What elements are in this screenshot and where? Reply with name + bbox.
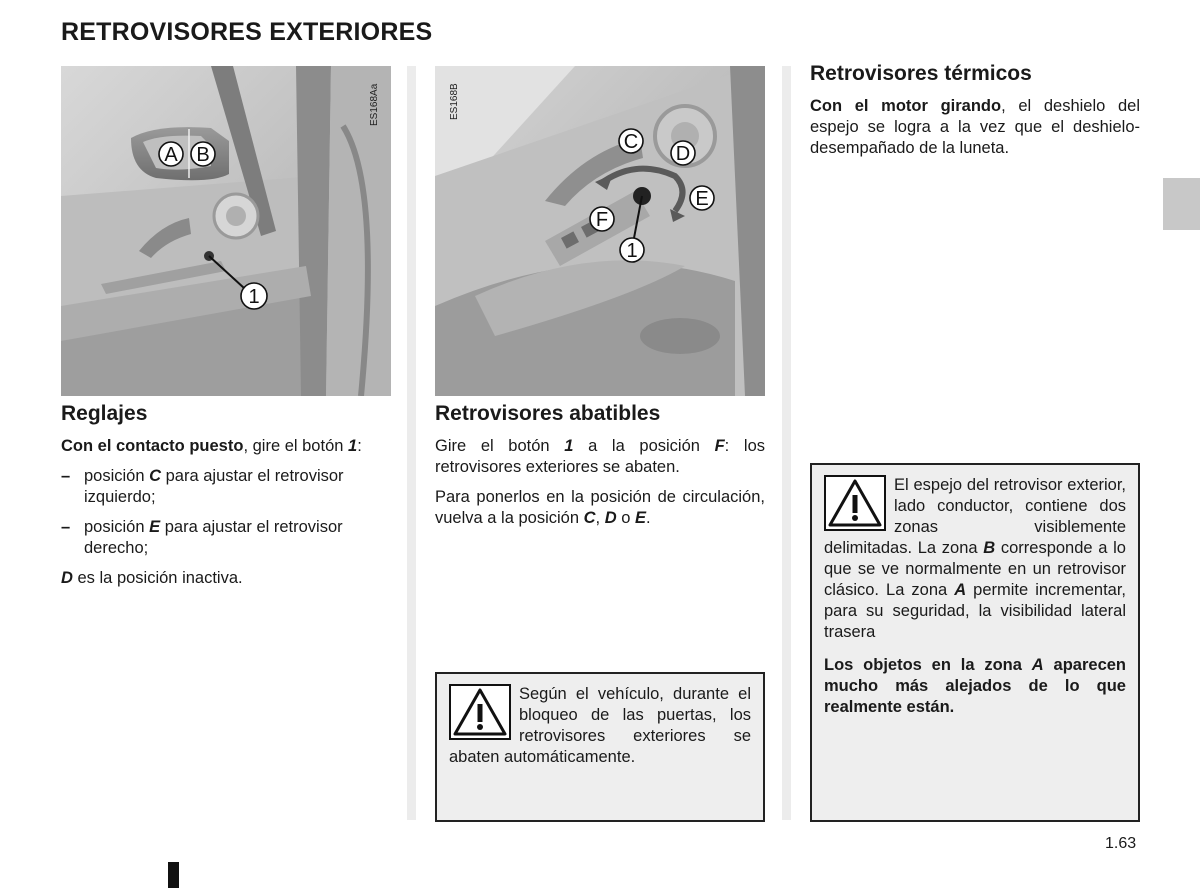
svg-text:F: F bbox=[595, 209, 609, 231]
page-number: 1.63 bbox=[1105, 835, 1137, 852]
warning-text: Según el vehículo, durante el bloqueo de las puertas, los retrovisores exteriores se abaten automáticamente. bbox=[449, 685, 751, 766]
callout-1 bbox=[620, 238, 644, 262]
column-divider-left bbox=[407, 66, 416, 820]
svg-text:1: 1 bbox=[248, 286, 260, 308]
edge-mark bbox=[168, 862, 179, 888]
reglajes-intro: Con el contacto puesto, gire el botón 1: bbox=[61, 437, 362, 455]
figure-mirror-switch bbox=[435, 66, 765, 396]
column-divider-right bbox=[782, 66, 791, 820]
svg-text:E: E bbox=[695, 188, 709, 210]
heading-reglajes: Reglajes bbox=[61, 402, 148, 425]
callout-f bbox=[590, 207, 614, 231]
reglajes-body bbox=[61, 436, 391, 598]
warning-bold-text: Los objetos en la zona A aparecen mucho más alejados de lo que realmente están. bbox=[824, 656, 1126, 716]
callout-b bbox=[191, 142, 215, 166]
callout-1 bbox=[241, 283, 267, 309]
warning-text: El espejo del retrovisor exterior, lado conductor, contiene dos zonas visiblemente delimitadas. La zona B corresponde a lo que se ve normalmente en un retrovisor clásico. La zona A permite incrementar, para su seguridad, la visibilidad lateral trasera bbox=[824, 476, 1126, 641]
svg-text:A: A bbox=[164, 144, 178, 166]
section-tab bbox=[1163, 178, 1200, 230]
svg-text:C: C bbox=[623, 131, 639, 153]
warning-box-mirror-zones bbox=[810, 463, 1140, 822]
heading-retrovisores-termicos: Retrovisores térmicos bbox=[810, 62, 1032, 85]
list-item: – posición E para ajustar el retrovisor derecho; bbox=[61, 518, 343, 557]
abatibles-paragraph-1: Gire el botón 1 a la posición F: los retrovisores exteriores se abaten. bbox=[435, 437, 765, 476]
abatibles-body bbox=[435, 436, 765, 538]
figure-code: ES168B bbox=[449, 83, 460, 120]
callout-a bbox=[159, 142, 183, 166]
svg-text:B: B bbox=[196, 144, 210, 166]
warning-triangle-icon bbox=[824, 475, 886, 531]
warning-box-automatic-folding bbox=[435, 672, 765, 822]
page-title: RETROVISORES EXTERIORES bbox=[61, 18, 433, 46]
figure-door-mirror bbox=[61, 66, 391, 396]
abatibles-paragraph-2: Para ponerlos en la posición de circulación, vuelva a la posición C, D o E. bbox=[435, 488, 765, 527]
termicos-paragraph: Con el motor girando, el deshielo del espejo se logra a la vez que el deshielo-desempañado de la luneta. bbox=[810, 97, 1140, 157]
warning-triangle-icon bbox=[449, 684, 511, 740]
callout-d bbox=[671, 141, 695, 165]
svg-text:1: 1 bbox=[626, 240, 638, 262]
svg-text:D: D bbox=[675, 143, 691, 165]
termicos-body bbox=[810, 96, 1140, 168]
list-item: – posición C para ajustar el retrovisor izquierdo; bbox=[61, 467, 344, 506]
callout-e bbox=[690, 186, 714, 210]
heading-retrovisores-abatibles: Retrovisores abatibles bbox=[435, 402, 661, 425]
callout-c bbox=[619, 129, 643, 153]
reglajes-footer: D es la posición inactiva. bbox=[61, 569, 243, 587]
figure-code: ES168Aa bbox=[369, 83, 380, 126]
